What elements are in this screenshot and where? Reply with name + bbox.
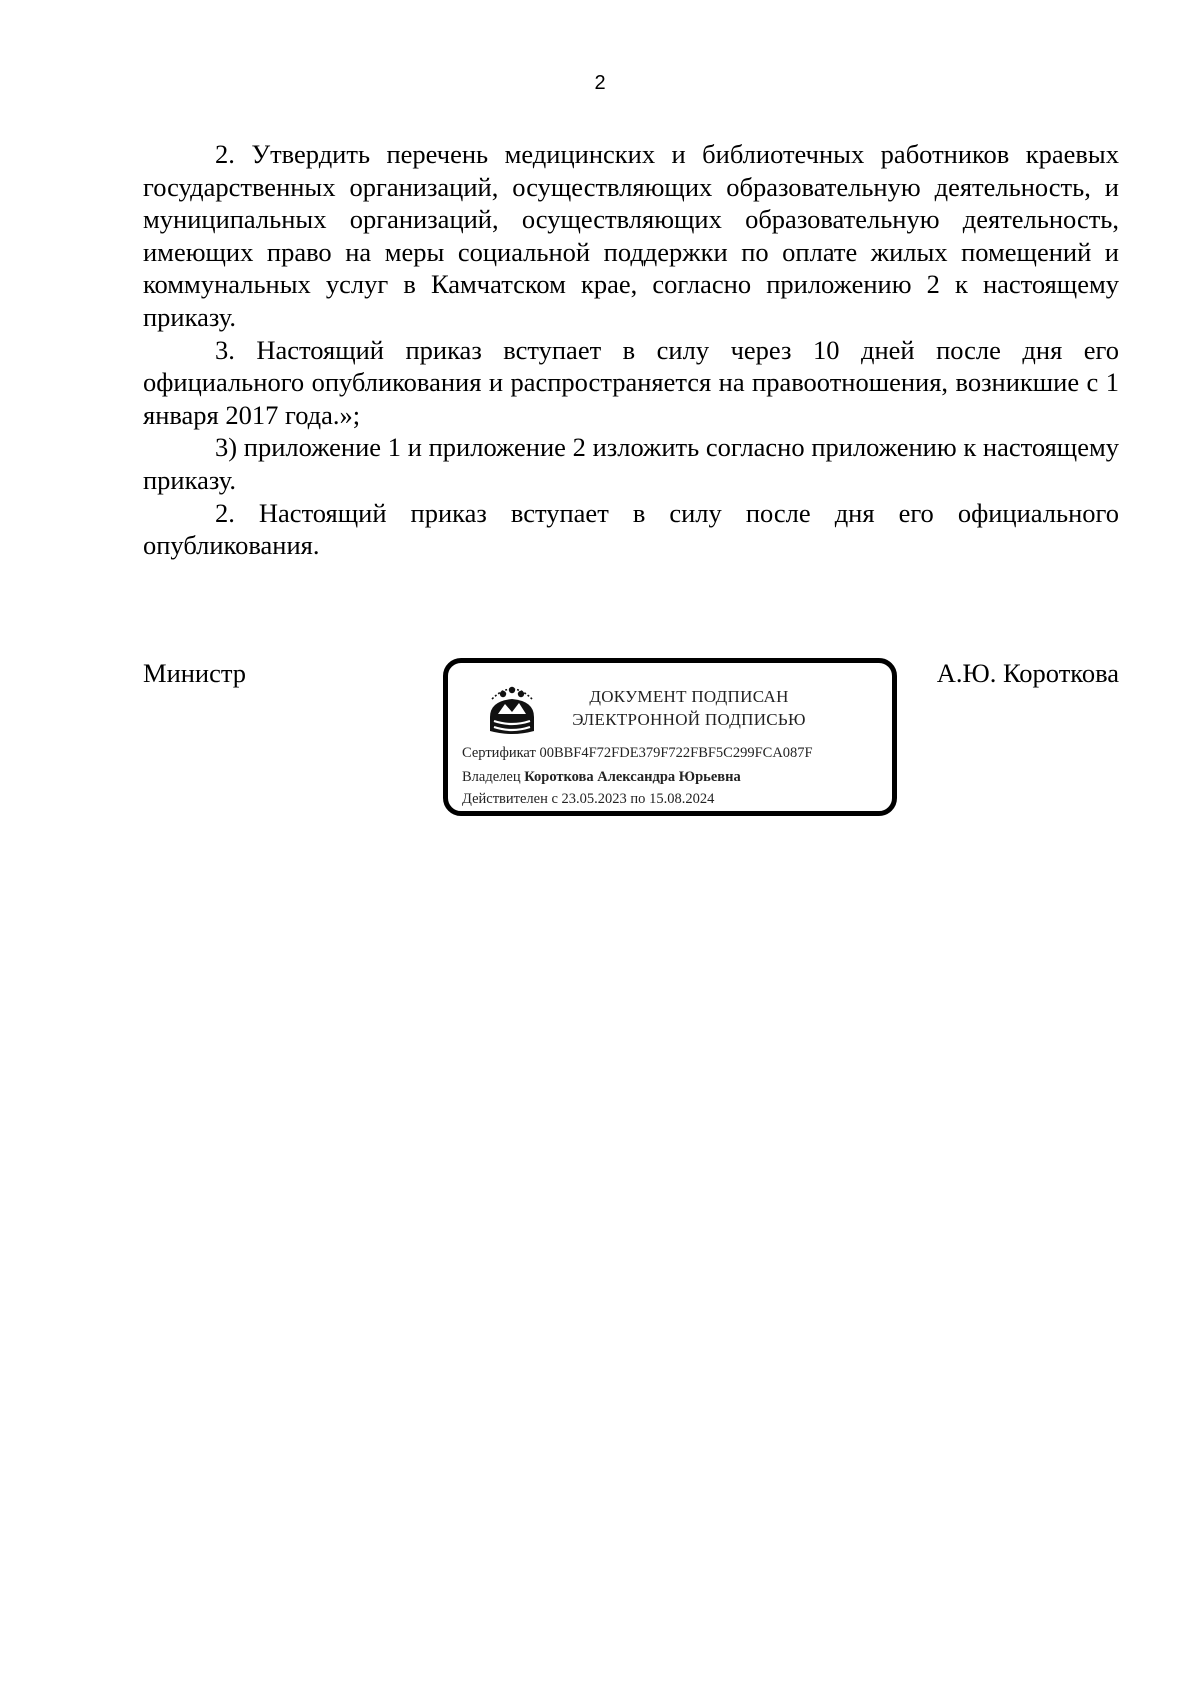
owner-value: Короткова Александра Юрьевна [524,769,741,785]
valid-from: 23.05.2023 [561,791,627,807]
valid-label: Действителен [462,791,548,807]
signature-block [143,658,1119,838]
valid-to: 15.08.2024 [649,791,715,807]
electronic-signature-stamp [443,658,897,816]
stamp-owner [462,769,741,786]
owner-label: Владелец [462,769,521,785]
page-number: 2 [594,72,606,94]
stamp-heading-line1: ДОКУМЕНТ ПОДПИСАН [589,687,789,706]
stamp-certificate [462,745,813,762]
stamp-heading [544,685,834,731]
signer-position: Министр [143,658,247,688]
certificate-label: Сертификат [462,745,536,761]
valid-to-label: по [630,791,646,807]
coat-of-arms-icon [484,681,540,737]
valid-from-label: с [551,791,558,807]
paragraph-appendices: 3) приложение 1 и приложение 2 изложить согласно приложению к настоящему приказу. [143,432,1119,495]
paragraph-approve-list: 2. Утвердить перечень медицинских и библиотечных работников краевых государственных организаций, осуществляющих образовательную деятельность, и муниципальных организаций, осуществляющих образовательную деятельность, имеющих право на меры социальной поддержки по оплате жилых помещений и коммунальных услуг в Камчатском крае, согласно приложению 2 к настоящему приказу. [143,139,1119,332]
document-body [143,138,1119,562]
paragraph-effective-date: 3. Настоящий приказ вступает в силу через 10 дней после дня его официального опубликования и распространяется на правоотношения, возникшие с 1 января 2017 года.»; [143,334,1119,430]
stamp-validity [462,791,714,808]
stamp-heading-line2: ЭЛЕКТРОННОЙ ПОДПИСЬЮ [572,710,806,729]
signer-name: А.Ю. Короткова [936,658,1119,688]
certificate-value: 00BBF4F72FDE379F722FBF5C299FCA087F [539,745,813,761]
paragraph-order-effect: 2. Настоящий приказ вступает в силу после дня его официального опубликования. [143,497,1119,561]
